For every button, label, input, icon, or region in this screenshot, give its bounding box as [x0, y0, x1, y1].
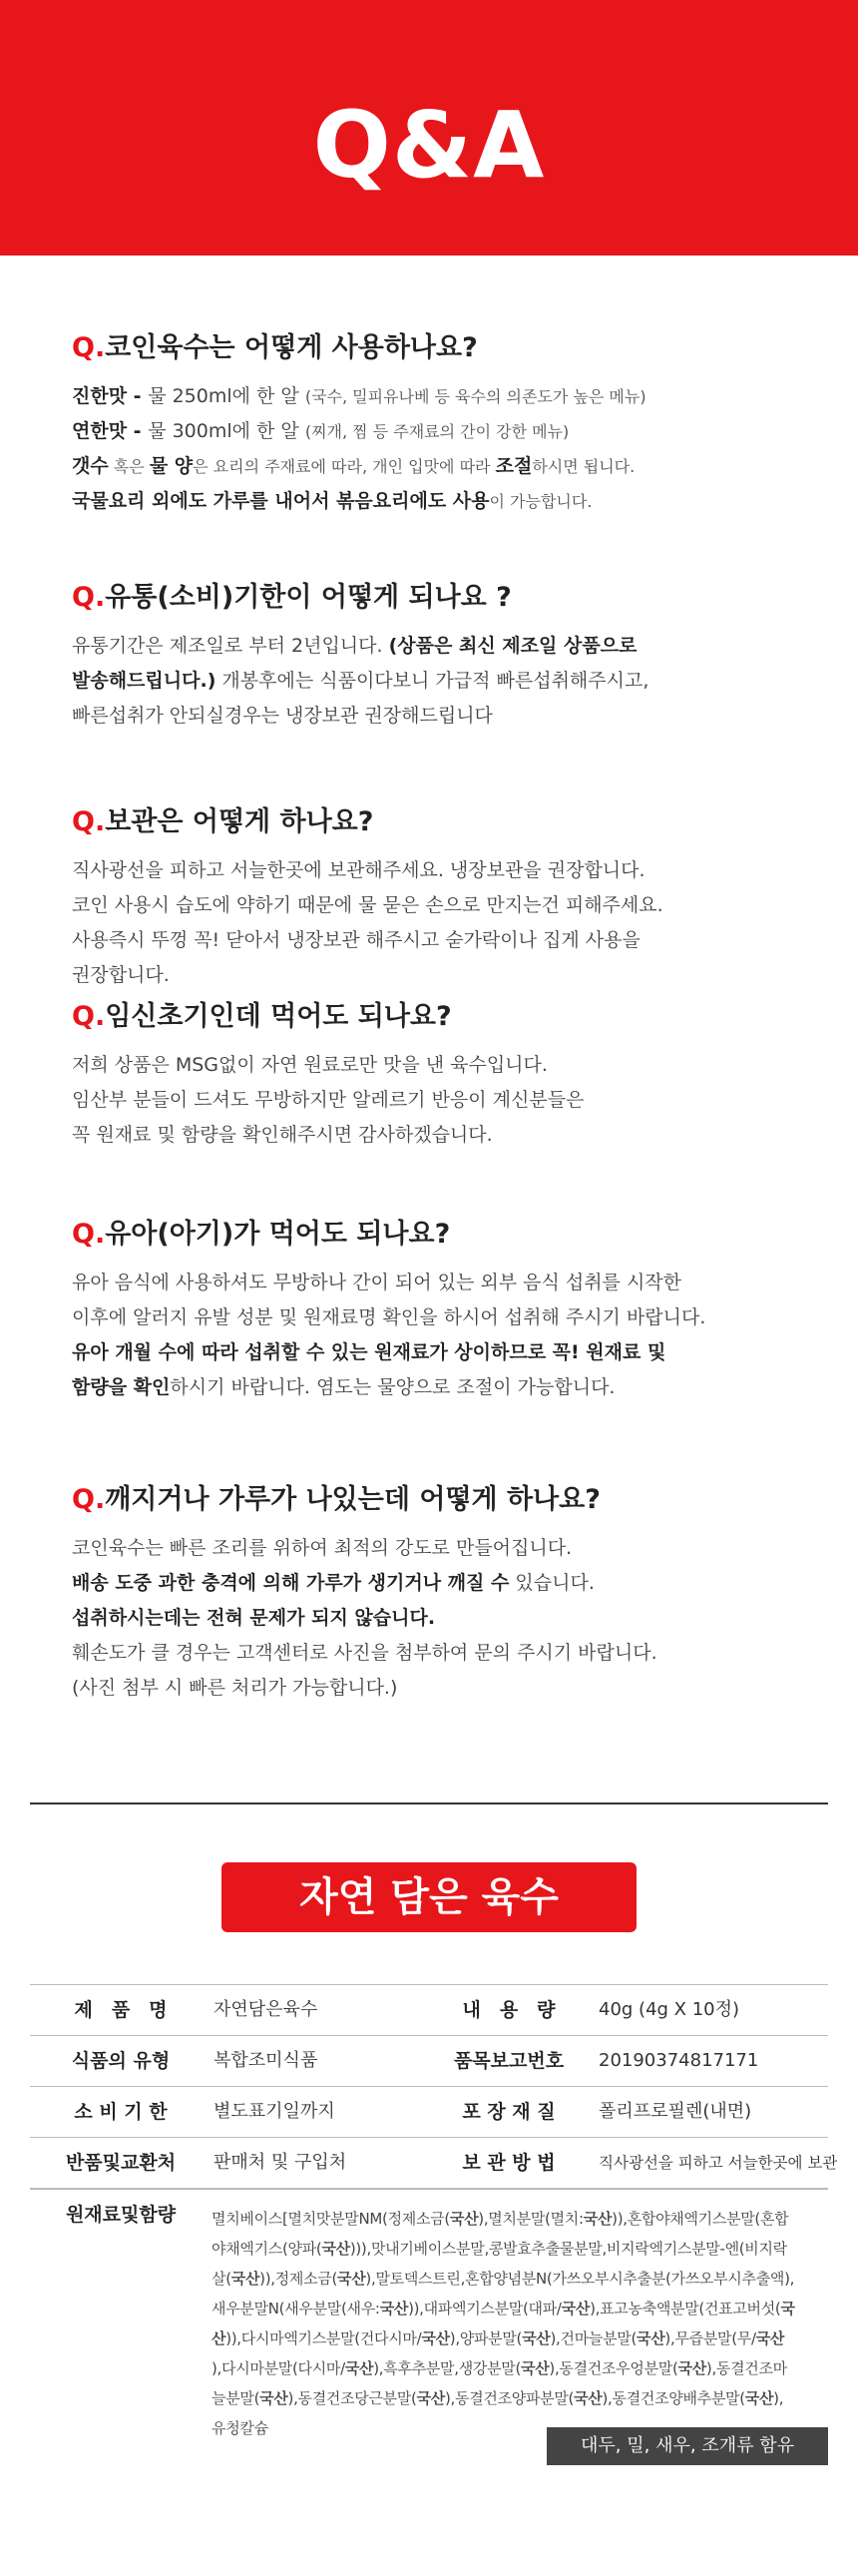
answer-line: [72, 1601, 810, 1636]
text-span: 유아 음식에 사용하셔도 무방하나 간이 되어 있는 외부 음식 섭취를 시작한: [72, 1272, 682, 1293]
bold-text: 국물요리 외에도 가루를 내어서 볶음요리에도 사용: [72, 490, 490, 512]
bold-text: 조절: [495, 455, 533, 477]
text-span: ),다시마분말(다시마/: [212, 2359, 345, 2377]
answer-line: [72, 1370, 810, 1405]
info-label: 내 용 량: [462, 1999, 556, 2021]
qa-item: [72, 579, 810, 734]
question-heading: [72, 803, 810, 841]
text-span: ),동결건조양배추분말(: [602, 2389, 745, 2407]
bold-text: (상품은 최신 제조일 상품으로: [388, 635, 638, 657]
text-span: ),: [773, 2389, 784, 2407]
qa-item: [72, 1216, 810, 1405]
bold-text: 물 양: [149, 455, 194, 477]
question-text: 임신초기인데 먹어도 되나요?: [105, 1001, 452, 1032]
text-span: 이후에 알러지 유발 성분 및 원재료명 확인을 하시어 섭취해 주시기 바랍니다.: [72, 1306, 706, 1328]
answer-line: [72, 1083, 810, 1118]
text-span: 저희 상품은 MSG없이 자연 원료로만 맛을 낸 육수입니다.: [72, 1054, 548, 1076]
product-info-table: [30, 1984, 838, 2465]
text-span: 꼭 원재료 및 함량을 확인해주시면 감사하겠습니다.: [72, 1124, 493, 1146]
answer-line: [72, 1335, 810, 1370]
text-span: ),건마늘분말(: [550, 2329, 638, 2347]
answer-line: [72, 449, 810, 484]
answer-line: [72, 1048, 810, 1083]
text-span: 권장합니다.: [72, 964, 170, 986]
q-marker: Q.: [72, 1484, 106, 1515]
question-heading: [72, 998, 810, 1036]
answer-line: [72, 1300, 810, 1335]
info-value: 폴리프로필렌(내면): [599, 2101, 752, 2122]
bold-text: 국산: [416, 2389, 445, 2407]
answer-line: [72, 629, 810, 664]
bold-text: 발송해드립니다.): [72, 670, 216, 692]
answer-line: [72, 699, 810, 734]
answer-line: [72, 853, 810, 888]
text-span: 살(: [212, 2270, 231, 2288]
text-span: ),표고농축액분말(건표고버섯(: [590, 2300, 781, 2318]
answer-line: [72, 1118, 810, 1153]
text-span: (찌개, 찜 등 주재료의 간이 강한 메뉴): [304, 422, 570, 441]
text-span: )),다시마엑기스분말(건다시마/: [225, 2329, 422, 2347]
question-text: 보관은 어떻게 하나요?: [105, 806, 374, 837]
text-span: 야채엑기스(양파(: [212, 2240, 322, 2258]
bold-text: 국산: [337, 2270, 366, 2288]
ingredients-line: [212, 2204, 822, 2234]
bold-text: 국산: [230, 2270, 260, 2288]
info-value: 복합조미식품: [214, 2050, 318, 2071]
question-heading: [72, 1216, 810, 1254]
bold-text: 갯수: [72, 455, 109, 477]
text-span: (국수, 밀피유나베 등 육수의 의존도가 높은 메뉴): [304, 387, 646, 406]
ingredients-line: [212, 2234, 822, 2264]
text-span: 물 300ml에 한 알: [148, 420, 305, 442]
text-span: 코인 사용시 습도에 약하기 때문에 물 묻은 손으로 만지는건 피해주세요.: [72, 894, 663, 916]
text-span: ),무즙분말(무/: [664, 2329, 756, 2347]
product-name-badge: 자연 담은 육수: [221, 1862, 637, 1932]
answer-line: [72, 379, 810, 414]
question-text: 유통(소비)기한이 어떻게 되나요 ?: [105, 582, 512, 613]
ingredients-line: [212, 2264, 822, 2294]
bold-text: 국산: [755, 2329, 785, 2347]
allergy-notice: 대두, 밀, 새우, 조개류 함유: [547, 2427, 828, 2465]
hero-banner: [0, 0, 858, 256]
bold-text: 함량을 확인: [72, 1376, 171, 1398]
bold-text: 국산: [521, 2359, 550, 2377]
answer-line: [72, 958, 810, 993]
info-value: 직사광선을 피하고 서늘한곳에 보관: [599, 2154, 838, 2172]
q-marker: Q.: [72, 806, 106, 837]
bold-text: 국산: [574, 2389, 603, 2407]
bold-text: 국산: [583, 2210, 613, 2228]
answer-line: [72, 664, 810, 699]
bold-text: 배송 도중 과한 충격에 의해 가루가 생기거나 깨질 수: [72, 1572, 510, 1594]
bold-text: 연한맛 -: [72, 420, 149, 442]
qa-item: [72, 1481, 810, 1706]
answer-line: [72, 484, 810, 519]
ingredients-text: [212, 2204, 822, 2443]
q-marker: Q.: [72, 1219, 106, 1250]
info-label: 식품의 유형: [71, 2050, 171, 2072]
bold-text: 국산: [321, 2240, 350, 2258]
answer-line: [72, 1636, 810, 1671]
text-span: 새우분말N(새우분말(새우:: [212, 2300, 380, 2318]
bold-text: 국: [780, 2300, 795, 2318]
text-span: 개봉후에는 식품이다보니 가급적 빠른섭취해주시고,: [215, 670, 649, 692]
text-span: )),대파엑기스분말(대파/: [408, 2300, 562, 2318]
text-span: 유청칼슘: [212, 2419, 268, 2437]
text-span: 늘분말(: [212, 2389, 260, 2407]
text-span: 있습니다.: [509, 1572, 595, 1594]
text-span: 훼손도가 클 경우는 고객센터로 사진을 첨부하여 문의 주시기 바랍니다.: [72, 1642, 657, 1664]
text-span: 사용즉시 뚜껑 꼭! 닫아서 냉장보관 해주시고 숟가락이나 집게 사용을: [72, 929, 641, 951]
info-value: 별도표기일까지: [214, 2101, 335, 2122]
text-span: (사진 첨부 시 빠른 처리가 가능합니다.): [72, 1677, 398, 1699]
info-value: 20190374817171: [599, 2050, 759, 2071]
text-span: )),혼합야채엑기스분말(혼합: [612, 2210, 789, 2228]
text-span: ),말토덱스트린,혼합양념분N(가쓰오부시추출분(가쓰오부시추출액),: [365, 2270, 795, 2288]
bold-text: 진한맛 -: [72, 385, 149, 407]
qa-item: [72, 803, 810, 993]
text-span: 물 250ml에 한 알: [148, 385, 305, 407]
info-label: 보 관 방 법: [462, 2152, 556, 2174]
ingredients-line: [212, 2294, 822, 2323]
answer-line: [72, 1266, 810, 1300]
question-text: 코인육수는 어떻게 사용하나요?: [105, 332, 478, 363]
text-span: ),멸치분말(멸치:: [478, 2210, 584, 2228]
qa-item: [72, 329, 810, 519]
text-span: 유통기간은 제조일로 부터 2년입니다.: [72, 635, 389, 657]
question-heading: [72, 579, 810, 617]
text-span: ),양파분말(: [449, 2329, 523, 2347]
ingredients-line: [212, 2383, 822, 2413]
ingredients-row: [30, 2189, 828, 2465]
text-span: 하시면 됩니다.: [532, 457, 636, 476]
answer-line: [72, 888, 810, 923]
bold-text: 국산: [522, 2329, 551, 2347]
ingredients-line: [212, 2353, 822, 2383]
question-heading: [72, 329, 810, 367]
info-row: [30, 2086, 828, 2137]
text-span: ),흑후추분말,생강분말(: [373, 2359, 522, 2377]
answer-line: [72, 414, 810, 449]
question-heading: [72, 1481, 810, 1519]
section-divider: [30, 1803, 828, 1804]
text-span: 은 요리의 주재료에 따라, 개인 입맛에 따라: [193, 457, 496, 476]
info-value: 40g (4g X 10정): [599, 1999, 740, 2020]
ingredients-line: [212, 2323, 822, 2353]
ingredients-label: 원재료및함량: [65, 2204, 177, 2226]
bold-text: 국산: [379, 2300, 409, 2318]
q-marker: Q.: [72, 582, 106, 613]
text-span: ))),맛내기베이스분말,콩발효추출물분말,비지락엑기스분말-엔(비지락: [349, 2240, 787, 2258]
bold-text: 국산: [677, 2359, 706, 2377]
bold-text: 국산: [449, 2210, 479, 2228]
info-label: 소 비 기 한: [74, 2101, 168, 2123]
text-span: 코인육수는 빠른 조리를 위하여 최적의 강도로 만들어집니다.: [72, 1537, 573, 1559]
bold-text: 유아 개월 수에 따라 섭취할 수 있는 원재료가 상이하므로 꼭! 원재료 및: [72, 1341, 666, 1363]
info-label: 제 품 명: [74, 1999, 168, 2021]
text-span: ),동결건조마: [705, 2359, 787, 2377]
info-label: 포 장 재 질: [462, 2101, 556, 2123]
text-span: 멸치베이스[멸치맛분말NM(정제소금(: [212, 2210, 450, 2228]
qa-item: [72, 998, 810, 1153]
info-label: 반품및교환처: [65, 2152, 177, 2174]
q-marker: Q.: [72, 1001, 106, 1032]
info-label: 품목보고번호: [453, 2050, 565, 2072]
text-span: 이 가능합니다.: [489, 492, 593, 511]
text-span: 직사광선을 피하고 서늘한곳에 보관해주세요. 냉장보관을 권장합니다.: [72, 859, 645, 881]
question-text: 깨지거나 가루가 나있는데 어떻게 하나요?: [105, 1484, 601, 1515]
bold-text: 국산: [259, 2389, 288, 2407]
bold-text: 섭취하시는데는 전혀 문제가 되지 않습니다.: [72, 1607, 436, 1629]
q-marker: Q.: [72, 332, 106, 363]
info-value: 판매처 및 구입처: [214, 2152, 347, 2173]
info-row: [30, 1984, 828, 2035]
info-row: [30, 2035, 828, 2086]
bold-text: 국산: [421, 2329, 450, 2347]
answer-line: [72, 1566, 810, 1601]
answer-line: [72, 923, 810, 958]
text-span: ),동결건조양파분말(: [445, 2389, 575, 2407]
text-span: 혹은: [108, 457, 150, 476]
bold-text: 국산: [561, 2300, 591, 2318]
answer-line: [72, 1671, 810, 1706]
text-span: ),동결건조우엉분말(: [549, 2359, 678, 2377]
text-span: ),동결건조당근분말(: [287, 2389, 417, 2407]
bold-text: 국산: [344, 2359, 374, 2377]
text-span: )),정제소금(: [259, 2270, 338, 2288]
info-row: [30, 2137, 838, 2189]
bold-text: 국산: [637, 2329, 665, 2347]
text-span: 빠른섭취가 안되실경우는 냉장보관 권장해드립니다: [72, 705, 493, 727]
info-value: 자연담은육수: [214, 1999, 318, 2020]
bold-text: 산: [212, 2329, 226, 2347]
question-text: 유아(아기)가 먹어도 되나요?: [105, 1219, 451, 1250]
bold-text: 국산: [744, 2389, 774, 2407]
text-span: 임산부 분들이 드셔도 무방하지만 알레르기 반응이 계신분들은: [72, 1089, 585, 1111]
answer-line: [72, 1531, 810, 1566]
hero-title: Q&A: [312, 92, 546, 199]
text-span: 하시기 바랍니다. 염도는 물양으로 조절이 가능합니다.: [170, 1376, 616, 1398]
